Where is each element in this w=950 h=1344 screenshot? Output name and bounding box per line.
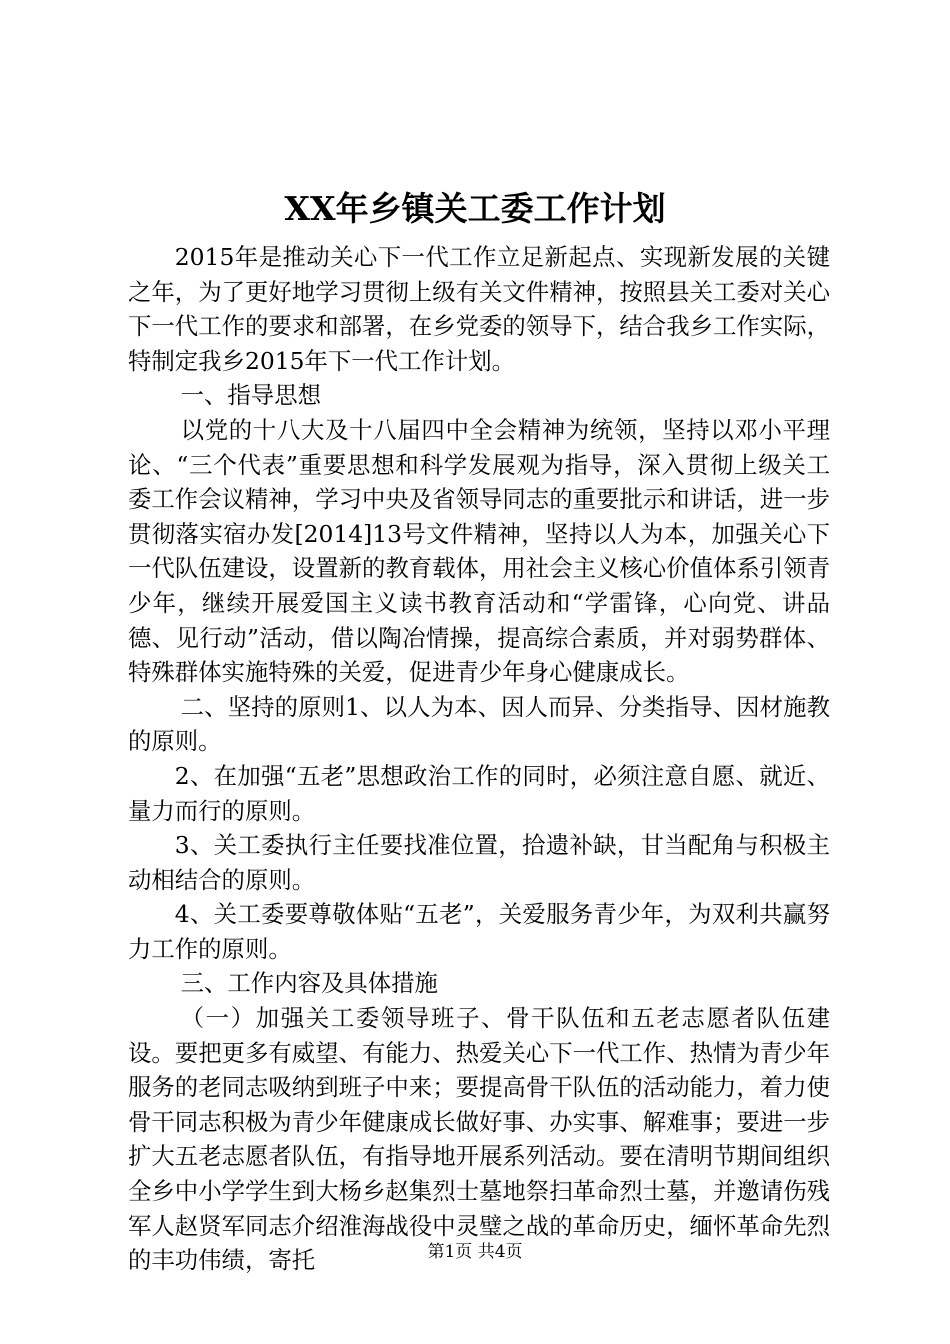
heading-work-content: 三、工作内容及具体措施 <box>180 969 438 998</box>
paragraph-work-content-1: （一）加强关工委领导班子、骨干队伍和五老志愿者队伍建设。要把更多有威望、有能力、热爱关心下一代工作、热情为青少年服务的老同志吸纳到班子中来；要提高骨干队伍的活动能力，着力使骨干同志积极为青少年健康成长做好事、办实事、解难事；要进一步扩大五老志愿者队伍，有指导地开展系列活动。要在清明节期间组织全乡中小学学生到大杨乡赵集烈士墓地祭扫革命烈士墓，并邀请伤残军人赵贤军同志介绍淮海战役中灵璧之战的革命历史，缅怀革命先烈的丰功伟绩，寄托 <box>128 1004 830 1275</box>
heading-guiding-thought: 一、指导思想 <box>180 381 321 410</box>
paragraph-principle-3: 3、关工委执行主任要找准位置，拾遗补缺，甘当配角与积极主动相结合的原则。 <box>128 831 830 894</box>
paragraph-intro: 2015年是推动关心下一代工作立足新起点、实现新发展的关键之年，为了更好地学习贯彻上级有关文件精神，按照县关工委对关心下一代工作的要求和部署，在乡党委的领导下，结合我乡工作实际，特制定我乡2015年下一代工作计划。 <box>128 243 830 375</box>
document-body <box>128 240 830 1278</box>
paragraph-principles: 二、坚持的原则1、以人为本、因人而异、分类指导、因材施教的原则。 <box>128 692 830 756</box>
page-footer: 第1页 共4页 <box>427 1242 523 1262</box>
paragraph-guiding-thought: 以党的十八大及十八届四中全会精神为统领，坚持以邓小平理论、“三个代表”重要思想和科学发展观为指导，深入贯彻上级关工委工作会议精神，学习中央及省领导同志的重要批示和讲话，进一步贯彻落实宿办发[2014]13号文件精神，坚持以人为本，加强关心下一代队伍建设，设置新的教育载体，用社会主义核心价值体系引领青少年，继续开展爱国主义读书教育活动和“学雷锋，心向党、讲品德、见行动”活动，借以陶冶情操，提高综合素质，并对弱势群体、特殊群体实施特殊的关爱，促进青少年身心健康成长。 <box>128 415 830 687</box>
document-title: XX年乡镇关工委工作计划 <box>284 189 666 228</box>
paragraph-principle-4: 4、关工委要尊敬体贴“五老”，关爱服务青少年，为双利共赢努力工作的原则。 <box>128 900 830 963</box>
paragraph-principle-2: 2、在加强“五老”思想政治工作的同时，必须注意自愿、就近、量力而行的原则。 <box>128 761 830 825</box>
